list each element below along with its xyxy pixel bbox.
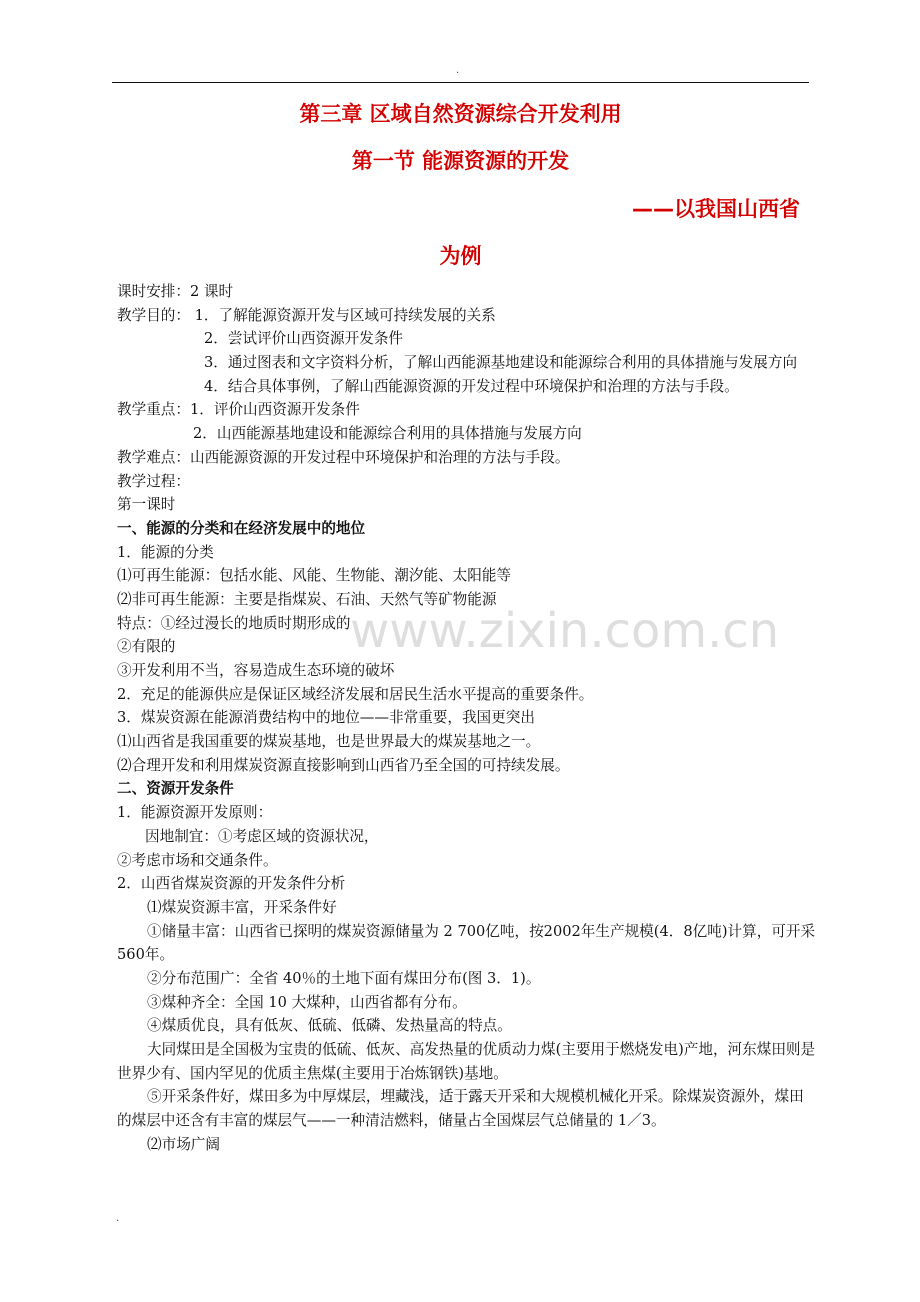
item-features: 特点：①经过漫长的地质时期形成的 [117,614,351,632]
item-mining-conditions: ⑤开采条件好，煤田多为中厚煤层，埋藏浅，适于露天开采和大规模机械化开采。除煤炭资源外，煤田的煤层中还含有丰富的煤层气——一种清洁燃料，储量占全国煤层气总储量的 1／3。 [117,1088,804,1130]
header-dot: . [456,65,460,76]
item-renewable: ⑴可再生能源：包括水能、风能、生物能、潮汐能、太阳能等 [117,567,512,585]
item-energy-classes: 1．能源的分类 [117,543,214,561]
objective-2: 2．尝试评价山西资源开发条件 [204,330,404,348]
chapter-title: 第三章 区域自然资源综合开发利用 [299,102,622,126]
document-body [117,280,817,1157]
item-coal-status: 3．煤炭资源在能源消费结构中的地位——非常重要，我国更突出 [117,709,535,727]
process-label: 教学过程： [117,472,190,490]
first-lesson: 第一课时 [117,496,176,514]
subtitle-line-2: 为例 [439,244,482,268]
watermark-text: www.zixin.com.cn [350,603,780,659]
heading-development-conditions: 二、资源开发条件 [117,780,234,798]
footer-dot: . [116,1213,120,1224]
item-rich-resources: ⑴煤炭资源丰富，开采条件好 [147,898,337,916]
key-point-1: 教学重点：1．评价山西资源开发条件 [117,401,360,419]
item-local-conditions: 因地制宜：①考虑区域的资源状况， [145,827,379,845]
item-principles: 1．能源资源开发原则： [117,804,273,822]
item-limited: ②有限的 [117,638,176,656]
objective-1: 教学目的： 1．了解能源资源开发与区域可持续发展的关系 [117,306,496,324]
heading-energy-classification: 一、能源的分类和在经济发展中的地位 [117,519,366,537]
item-nonrenewable: ⑵非可再生能源：主要是指煤炭、石油、天然气等矿物能源 [117,590,497,608]
item-rational-use: ⑵合理开发和利用煤炭资源直接影响到山西省乃至全国的可持续发展。 [117,756,570,774]
item-market-transport: ②考虑市场和交通条件。 [117,851,278,869]
lesson-hours: 课时安排：2 课时 [117,283,234,300]
item-market: ⑵市场广阔 [147,1135,220,1153]
objective-4: 4．结合具体事例，了解山西能源资源的开发过程中环境保护和治理的方法与手段。 [204,377,739,395]
item-distribution: ②分布范围广：全省 40％的土地下面有煤田分布(图 3．1)。 [147,969,541,987]
item-shanxi-base: ⑴山西省是我国重要的煤炭基地，也是世界最大的煤炭基地之一。 [117,733,541,751]
item-supply: 2．充足的能源供应是保证区域经济发展和居民生活水平提高的重要条件。 [117,685,594,703]
item-coalfields: 大同煤田是全国极为宝贵的低硫、低灰、高发热量的优质动力煤(主要用于燃烧发电)产地，河东煤田则是世界少有、国内罕见的优质主焦煤(主要用于冶炼钢铁)基地。 [117,1041,816,1082]
objective-3: 3．通过图表和文字资料分析，了解山西能源基地建设和能源综合利用的具体措施与发展方向 [204,354,798,372]
item-reserves: ①储量丰富：山西省已探明的煤炭资源储量为 2 700亿吨，按2002年生产规模(4．8亿吨)计算，可开采560年。 [117,922,816,964]
section-title: 第一节 能源资源的开发 [351,149,570,173]
item-damage: ③开发利用不当，容易造成生态环境的破坏 [117,662,395,680]
header-rule [112,82,809,83]
key-point-2: 2．山西能源基地建设和能源综合利用的具体措施与发展方向 [193,425,582,443]
subtitle-line-1: ——以我国山西省 [632,197,800,221]
item-quality: ④煤质优良，具有低灰、低硫、低磷、发热量高的特点。 [147,1017,512,1035]
item-coal-types: ③煤种齐全：全国 10 大煤种，山西省都有分布。 [147,993,467,1011]
item-shanxi-analysis: 2．山西省煤炭资源的开发条件分析 [117,875,346,893]
difficulty: 教学难点：山西能源资源的开发过程中环境保护和治理的方法与手段。 [117,448,570,466]
